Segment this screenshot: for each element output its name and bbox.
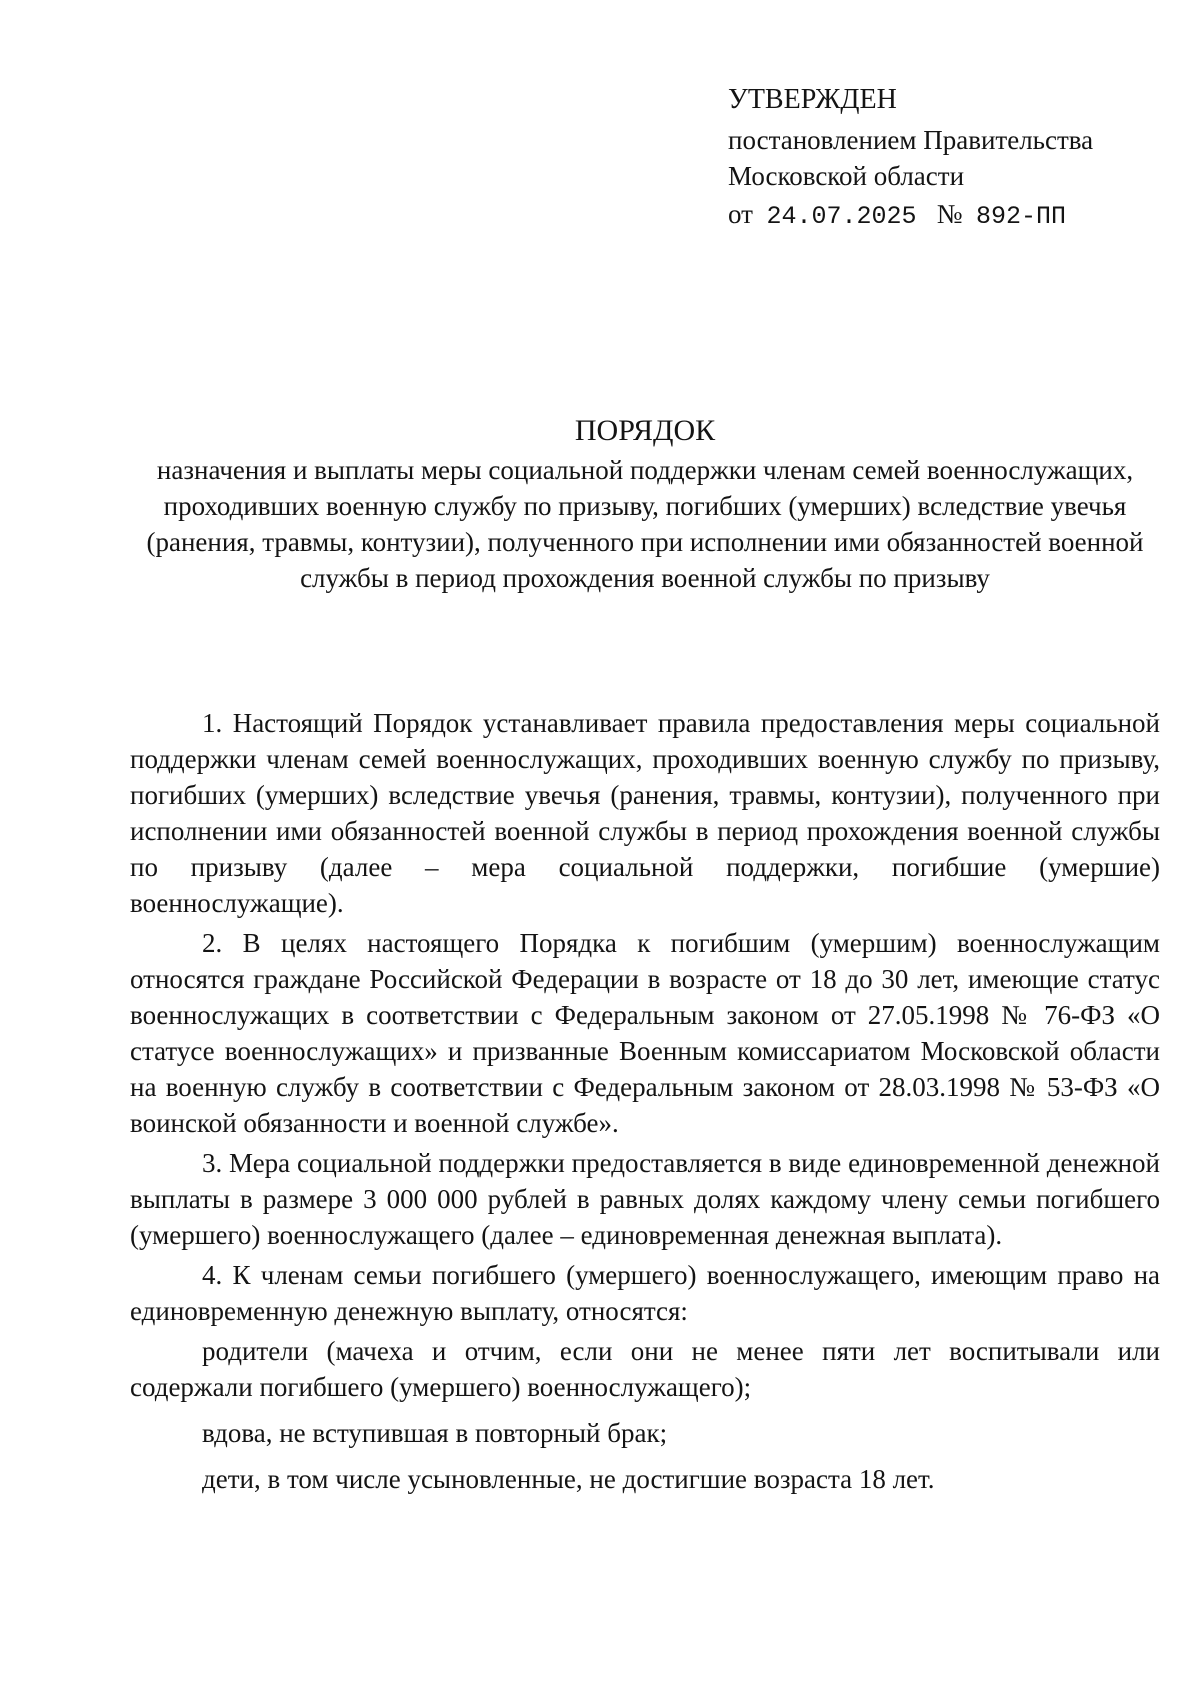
approval-date: 24.07.2025 <box>766 202 917 231</box>
paragraph-3: 3. Мера социальной поддержки предоставляется в виде единовременной денежной выплаты в размере 3 000 000 рублей в равных долях каждому члену семьи погибшего (умершего) военнослужащего (далее – единовременная денежная выплата). <box>130 1148 1160 1250</box>
number-sign: № <box>936 199 963 229</box>
paragraph-1: 1. Настоящий Порядок устанавливает правила предоставления меры социальной поддержки членам семей военнослужащих, проходивших военную службу по призыву, погибших (умерших) вследствие увечья (ранения, травмы, контузии), полученного при исполнении ими обязанностей военной службы в период прохождения военной службы по призыву (далее – мера социальной поддержки, погибшие (умершие) военнослужащие). <box>130 708 1160 918</box>
approval-line-1: постановлением Правительства <box>728 125 1094 155</box>
list-item-widow: вдова, не вступившая в повторный брак; <box>202 1418 668 1448</box>
approval-date-line <box>728 196 1093 235</box>
document-title: ПОРЯДОК <box>574 414 716 447</box>
document-subtitle: назначения и выплаты меры социальной поддержки членам семей военнослужащих, проходивших военную службу по призыву, погибших (умерших) вследствие увечья (ранения, травмы, контузии), полученного при исполнении ими обязанностей военной службы в период прохождения военной службы по призыву <box>146 455 1144 593</box>
paragraph-2: 2. В целях настоящего Порядка к погибшим (умершим) военнослужащим относятся граждане Российской Федерации в возрасте от 18 до 30 лет, имеющие статус военнослужащих в соответствии с Федеральным законом от 27.05.1998 № 76-ФЗ «О статусе военнослужащих» и призванные Военным комиссариатом Московской области на военную службу в соответствии с Федеральным законом от 28.03.1998 № 53-ФЗ «О воинской обязанности и военной службе». <box>130 928 1160 1138</box>
approval-line-2: Московской области <box>728 161 965 191</box>
approval-stamp <box>728 82 1093 235</box>
date-prefix: от <box>728 199 753 229</box>
list-item-children: дети, в том числе усыновленные, не достигшие возраста 18 лет. <box>202 1464 935 1494</box>
paragraph-4: 4. К членам семьи погибшего (умершего) военнослужащего, имеющим право на единовременную денежную выплату, относятся: <box>130 1260 1160 1326</box>
document-body <box>130 705 1160 1507</box>
approval-heading: УТВЕРЖДЕН <box>728 84 897 115</box>
list-item-parents: родители (мачеха и отчим, если они не менее пяти лет воспитывали или содержали погибшего (умершего) военнослужащего); <box>130 1336 1160 1402</box>
approval-number: 892-ПП <box>976 202 1067 231</box>
